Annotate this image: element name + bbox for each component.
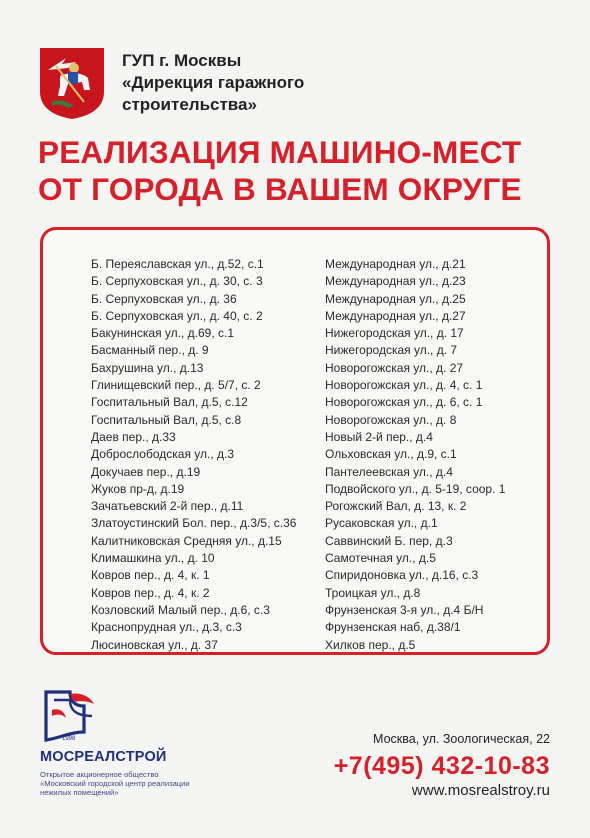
headline-line-2: ОТ ГОРОДА В ВАШЕМ ОКРУГЕ [38,171,522,207]
address-item: Новорогожская ул., д. 6, с. 1 [325,395,483,410]
address-item: Новорогожская ул., д. 4, с. 1 [325,378,483,393]
address-item: Краснопрудная ул., д.3, с.3 [91,620,242,635]
address-item: Хилков пер., д.5 [325,637,416,652]
address-item: Фрунзенская 3-я ул., д.4 Б/Н [325,602,484,617]
address-item: Подвойского ул., д. 5-19, соор. 1 [325,481,506,496]
address-item: Бахрушина ул., д.13 [91,360,204,375]
address-item: Госпитальный Вал, д.5, с.8 [91,412,242,427]
address-item: Люсиновская ул., д. 37 [91,637,218,652]
address-item: Самотечная ул., д.5 [325,551,436,566]
address-item: Златоустинский Бол. пер., д.3/5, с.36 [91,516,297,531]
address-item: Международная ул., д.23 [325,274,466,289]
organization-name [122,50,304,116]
address-item: Саввинский Б. пер, д.3 [325,533,453,548]
headline [38,134,522,208]
address-item: Госпитальный Вал, д.5, с.12 [91,395,248,410]
address-item: Новорогожская ул., д. 8 [325,412,457,427]
address-item: Докучаев пер., д.19 [91,464,201,479]
website-link[interactable]: www.mosrealstroy.ru [411,782,550,799]
address-item: Б. Серпуховская ул., д. 30, с. 3 [91,274,263,289]
office-address: Москва, ул. Зоологическая, 22 [373,732,550,746]
address-item: Рогожский Вал, д. 13, к. 2 [325,499,467,514]
address-item: Ковров пер., д. 4, к. 2 [91,585,210,600]
address-item: Спиридоновка ул., д.16, с.3 [325,568,479,583]
mosrealstroy-logo-icon [40,688,100,744]
address-item: Ковров пер., д. 4, к. 1 [91,568,210,583]
address-item: Доброслободская ул., д.3 [91,447,235,462]
address-item: Даев пер., д.33 [91,429,176,444]
address-item: Глинищевский пер., д. 5/7, с. 2 [91,378,261,393]
brand-desc-line-3: нежилых помещений» [40,788,119,798]
address-item: Троицкая ул., д.8 [325,585,421,600]
address-item: Зачатьевский 2-й пер., д.11 [91,499,244,514]
address-item: Пантелеевская ул., д.4 [325,464,453,479]
address-column-left [91,256,296,654]
address-item: Нижегородская ул., д. 7 [325,343,458,358]
address-item: Басманный пер., д. 9 [91,343,209,358]
brand-name: МОСРЕАЛСТРОЙ [40,749,167,765]
brand-desc-line-1: Открытое акционерное общество [40,770,159,779]
address-item: Бакунинская ул., д.69, с.1 [91,326,235,341]
address-item: Б. Переяславская ул., д.52, с.1 [91,257,264,271]
brand-desc-line-2: «Московский городской центр реализации [40,779,190,789]
address-item: Новорогожская ул., д. 27 [325,360,464,375]
address-column-right [325,256,505,654]
headline-line-1: РЕАЛИЗАЦИЯ МАШИНО-МЕСТ [38,134,522,170]
address-item: Новый 2-й пер., д.4 [325,429,433,444]
address-item: Международная ул., д.21 [325,257,466,271]
address-item: Ольховская ул., д.9, с.1 [325,447,457,462]
address-item: Б. Серпуховская ул., д. 36 [91,291,237,306]
brand-description [40,770,190,798]
phone-number[interactable]: +7(495) 432-10-83 [333,752,550,780]
address-item: Жуков пр-д, д.19 [91,481,185,496]
address-item: Б. Серпуховская ул., д. 40, с. 2 [91,308,263,323]
logo-year: 1998 [62,736,76,742]
moscow-coat-of-arms-icon [38,46,106,120]
org-line-1: ГУП г. Москвы [122,51,242,70]
address-item: Фрунзенская наб, д.38/1 [325,620,461,635]
address-item: Нижегородская ул., д. 17 [325,326,464,341]
org-line-2: «Дирекция гаражного [122,73,305,92]
address-item: Международная ул., д.27 [325,308,466,323]
address-item: Русаковская ул., д.1 [325,516,438,531]
address-item: Калитниковская Средняя ул., д.15 [91,533,282,548]
address-item: Международная ул., д.25 [325,291,466,306]
address-item: Климашкина ул., д. 10 [91,551,215,566]
address-item: Козловский Малый пер., д.6, с.3 [91,602,270,617]
org-line-3: строительства» [122,95,257,114]
